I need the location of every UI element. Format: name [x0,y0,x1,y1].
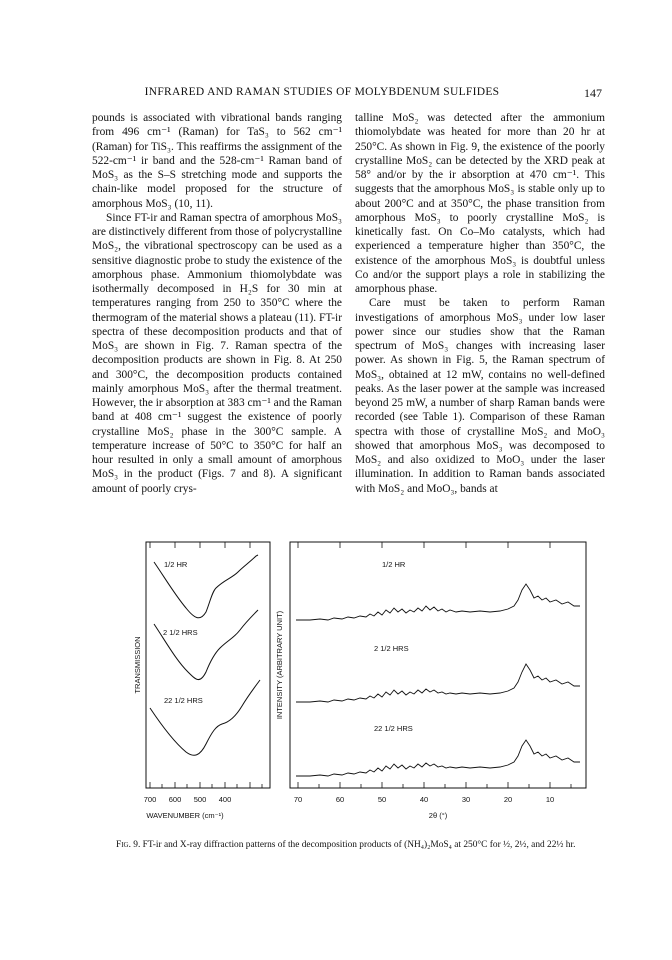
ir-label-3: 22 1/2 HRS [164,696,203,705]
ir-tick-500: 500 [193,795,207,804]
ir-panel [133,542,270,820]
ir-panel-frame [146,542,270,788]
xrd-tick-30: 30 [461,795,471,804]
ir-tick-600: 600 [168,795,182,804]
xrd-tick-50: 50 [377,795,387,804]
xrd-label-3: 22 1/2 HRS [374,724,413,733]
right-paragraph-2: Care must be taken to perform Raman investigations of amorphous MoS₃ under low laser power since our studies show that the Raman spectrum of MoS₃ changes with increasing laser power. As shown in Fig. 5, the Raman spectrum of MoS₃, obtained at 12 mW, contains no well-defined peaks. As the laser power at the sample was increased beyond 25 mW, a number of sharp Raman bands were recorded (see Table 1). Comparison of these Raman spectra with those of crystalline MoS₂ and MoO₃ showed that amorphous MoS₃ was decomposed to MoS₂ and also oxidized to MoO₃ under the laser illumination. In addition to Raman bands associated with MoS₂ and MoO₃, bands at [355,297,605,495]
ir-trace-3 [150,680,260,755]
ir-ylabel: TRANSMISSION [133,636,142,694]
ir-label-2: 2 1/2 HRS [163,628,198,637]
xrd-panel-frame [290,542,586,788]
xrd-tick-60: 60 [335,795,345,804]
ir-label-1: 1/2 HR [164,560,188,569]
ir-tick-700: 700 [143,795,157,804]
running-header [92,86,602,102]
xrd-trace-2 [296,664,580,702]
figure-9-graphic [120,540,600,828]
left-paragraph-1: pounds is associated with vibrational bands ranging from 496 cm⁻¹ (Raman) for TaS₃ to 562 cm⁻¹ (Raman) for TiS₃. This reaffirms the assignment of the 522-cm⁻¹ ir band and the 528-cm⁻¹ Raman band of MoS₃ as the S–S stretching mode and supports the chain-like model proposed for the structure of amorphous MoS₃ (10, 11). [92,112,342,210]
left-column [92,111,342,496]
xrd-tick-20: 20 [503,795,513,804]
figure-caption [116,839,616,851]
xrd-trace-1 [296,584,580,620]
ir-trace-2 [154,610,258,680]
xrd-ylabel: INTENSITY (ARBITRARY UNIT) [275,610,284,720]
caption-label: Fig. 9. [116,840,141,850]
xrd-panel [275,542,586,820]
xrd-label-1: 1/2 HR [382,560,406,569]
xrd-xlabel: 2θ (°) [428,811,448,820]
right-column [355,111,605,496]
xrd-tick-40: 40 [419,795,429,804]
xrd-trace-3 [296,740,580,776]
ir-tick-400: 400 [218,795,232,804]
page-number: 147 [584,86,602,100]
ir-ticks [150,542,262,788]
xrd-ticks [298,542,571,788]
ir-xlabel: WAVENUMBER (cm⁻¹) [146,811,224,820]
running-title: INFRARED AND RAMAN STUDIES OF MOLYBDENUM SULFIDES [144,86,500,98]
xrd-tick-70: 70 [293,795,303,804]
left-paragraph-2: Since FT-ir and Raman spectra of amorphous MoS₃ are distinctively different from those of polycrystalline MoS₂, the vibrational spectroscopy can be used as a sensitive diagnostic probe to study the existence of the amorphous phase. Ammonium thiomolybdate was isothermally decomposed in H₂S for 30 min at temperatures ranging from 250 to 350°C where the thermogram of the material shows a plateau (11). FT-ir spectra of these decomposition products and that of MoS₃ are shown in Fig. 7. Raman spectra of the decomposition products are shown in Fig. 8. At 250 and 300°C, the decomposition products contained mainly amorphous MoS₃ after the thermal treatment. However, the ir absorption at 383 cm⁻¹ and the Raman band at 408 cm⁻¹ suggest the existence of poorly crystalline MoS₂ phase in the 300°C sample. A temperature increase of 50°C to 350°C for half an hour resulted in only a small amount of amorphous MoS₃ in the product (Figs. 7 and 8). A significant amount of poorly crys- [92,211,343,495]
caption-text: FT-ir and X-ray diffraction patterns of the decomposition products of (NH₄)₂MoS₄ at 250°C for ½, 2½, and 22½ hr. [142,840,576,850]
figure-9 [120,540,600,828]
xrd-tick-10: 10 [545,795,555,804]
right-paragraph-1: talline MoS₂ was detected after the ammonium thiomolybdate was heated for more than 20 hr at 250°C. As shown in Fig. 9, the existence of the poorly crystalline MoS₂ can be detected by the XRD peak at 58° and/or by the ir absorption at 470 cm⁻¹. This suggests that the amorphous MoS₃ is stable only up to about 200°C and at 350°C, the phase transition from amorphous MoS₃ to poorly crystalline MoS₂ is kinetically fast. On Co–Mo catalysts, which had experienced a temperature higher than 350°C, the existence of the amorphous MoS₃ is doubtful unless Co and/or the support plays a role in stabilizing the amorphous phase. [355,112,605,295]
xrd-label-2: 2 1/2 HRS [374,644,409,653]
